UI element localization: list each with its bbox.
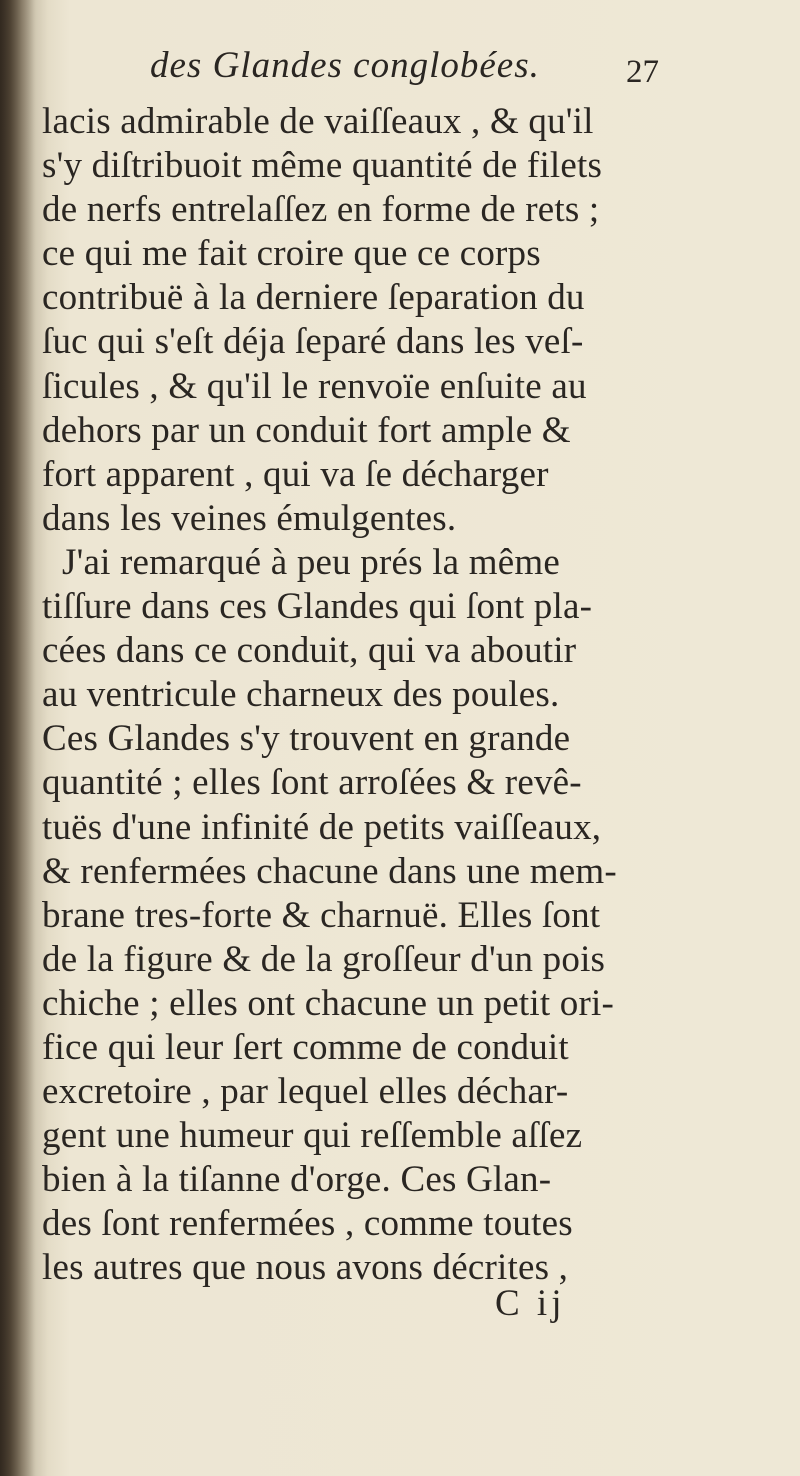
text-line: chiche ; elles ont chacune un petit ori- [42, 982, 615, 1024]
text-line: brane tres-forte & charnuë. Elles ſont [42, 894, 601, 936]
text-line: dehors par un conduit fort ample & [42, 409, 571, 451]
text-line: s'y diſtribuoit même quantité de filets [42, 145, 603, 187]
text-line: lacis admirable de vaiſſeaux , & qu'il [42, 101, 594, 142]
gutter-shadow [0, 0, 36, 1476]
text-line: tiſſure dans ces Glandes qui ſont pla- [42, 586, 593, 628]
text-line: ſuc qui s'eſt déja ſeparé dans les veſ- [42, 321, 584, 363]
text-line: & renfermées chacune dans une mem- [42, 850, 617, 892]
paragraph-start-line: J'ai remarqué à peu prés la même [62, 541, 560, 583]
text-line: les autres que nous avons décrites , [42, 1247, 569, 1289]
text-line: quantité ; elles ſont arroſées & revê- [42, 762, 582, 804]
text-line: bien à la tiſanne d'orge. Ces Glan- [42, 1159, 552, 1201]
text-line: dans les veines émulgentes. [42, 497, 457, 539]
text-line: des ſont renfermées , comme toutes [42, 1203, 573, 1245]
text-line: excretoire , par lequel elles déchar- [42, 1071, 569, 1113]
page-number: 27 [626, 54, 659, 90]
text-line: cées dans ce conduit, qui va aboutir [42, 630, 577, 672]
text-line: de la figure & de la groſſeur d'un pois [42, 938, 606, 980]
text-line: tuës d'une infinité de petits vaiſſeaux, [42, 806, 602, 848]
signature-mark: C ij [495, 1283, 566, 1324]
text-line: ſicules , & qu'il le renvoïe enſuite au [42, 365, 587, 407]
text-line: fice qui leur ſert comme de conduit [42, 1026, 569, 1068]
running-head: des Glandes conglobées. [150, 45, 540, 86]
text-line: gent une humeur qui reſſemble aſſez [42, 1115, 583, 1157]
text-line: Ces Glandes s'y trouvent en grande [42, 718, 571, 760]
text-line: fort apparent , qui va ſe décharger [42, 453, 549, 495]
text-line: de nerfs entrelaſſez en forme de rets ; [42, 189, 600, 231]
text-line: contribuë à la derniere ſeparation du [42, 277, 585, 319]
body-text [42, 100, 742, 1291]
text-line: au ventricule charneux des poules. [42, 674, 560, 716]
text-line: ce qui me fait croire que ce corps [42, 233, 541, 275]
